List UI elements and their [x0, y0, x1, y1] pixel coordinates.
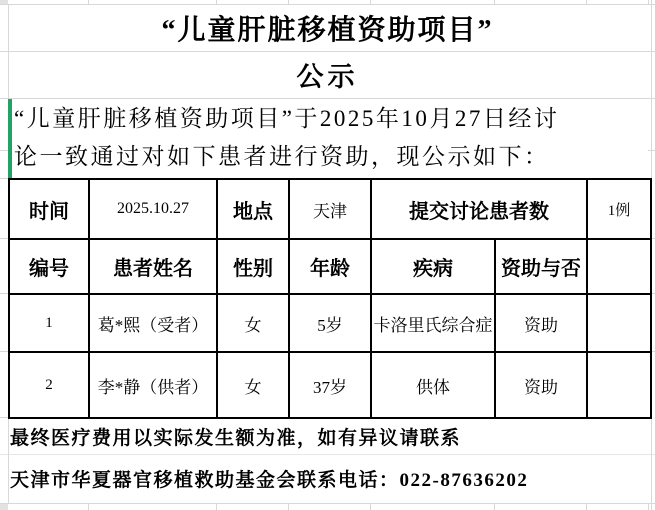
place-label-cell: 地点	[217, 179, 289, 239]
place-value-cell: 天津	[289, 179, 371, 239]
gridline	[586, 503, 587, 510]
gridline	[288, 503, 289, 510]
gridline	[0, 351, 8, 352]
selection-accent-bar	[8, 99, 12, 178]
gridline	[8, 417, 9, 503]
sheet-corner-bottom-left	[0, 503, 8, 510]
col-header-id: 编号	[9, 239, 89, 294]
intro-line-1: “儿童肝脏移植资助项目”于2025年10月27日经讨	[14, 106, 560, 131]
patient-row	[9, 294, 651, 352]
gridline	[494, 503, 495, 510]
gridline	[0, 150, 8, 151]
count-value-cell: 1例	[587, 179, 651, 239]
gridline	[0, 503, 655, 504]
time-value-cell: 2025.10.27	[89, 179, 217, 239]
gridline	[216, 503, 217, 510]
patient-funding-cell: 资助	[495, 294, 587, 352]
patient-age-cell: 37岁	[289, 352, 371, 418]
patient-row	[9, 352, 651, 418]
gridline	[0, 238, 8, 239]
gridline	[370, 503, 371, 510]
patient-gender-cell: 女	[217, 294, 289, 352]
patient-id-cell: 1	[9, 294, 89, 352]
intro-paragraph	[14, 100, 648, 176]
patient-empty-cell	[587, 294, 651, 352]
gridline	[0, 178, 8, 179]
summary-row	[9, 179, 651, 239]
patient-age-cell: 5岁	[289, 294, 371, 352]
patient-gender-cell: 女	[217, 352, 289, 418]
header-row	[9, 239, 651, 294]
col-header-age: 年龄	[289, 239, 371, 294]
col-header-gender: 性别	[217, 239, 289, 294]
time-label-cell: 时间	[9, 179, 89, 239]
patient-notice-table	[8, 178, 652, 419]
patient-disease-cell: 卡洛里氏综合症	[371, 294, 495, 352]
patient-empty-cell	[587, 352, 651, 418]
patient-disease-cell: 供体	[371, 352, 495, 418]
patient-name-cell: 葛*熙（受者）	[89, 294, 217, 352]
footer-note-contact: 天津市华夏器官移植救助基金会联系电话：022-87636202	[10, 470, 529, 491]
col-header-funding: 资助与否	[495, 239, 587, 294]
gridline	[0, 98, 655, 99]
col-header-disease: 疾病	[371, 239, 495, 294]
intro-line-2: 论一致通过对如下患者进行资助，现公示如下：	[14, 144, 550, 169]
col-header-name: 患者姓名	[89, 239, 217, 294]
gridline	[0, 293, 8, 294]
gridline	[0, 417, 8, 418]
patient-funding-cell: 资助	[495, 352, 587, 418]
notice-subtitle: 公示	[296, 62, 359, 92]
col-header-empty	[587, 239, 651, 294]
gridline	[88, 503, 89, 510]
patient-name-cell: 李*静（供者）	[89, 352, 217, 418]
notice-title: “儿童肝脏移植资助项目”	[161, 14, 494, 46]
footer-note-disclaimer: 最终医疗费用以实际发生额为准，如有异议请联系	[10, 427, 462, 449]
patient-id-cell: 2	[9, 352, 89, 418]
gridline	[648, 503, 649, 510]
count-label-cell: 提交讨论患者数	[371, 179, 587, 239]
